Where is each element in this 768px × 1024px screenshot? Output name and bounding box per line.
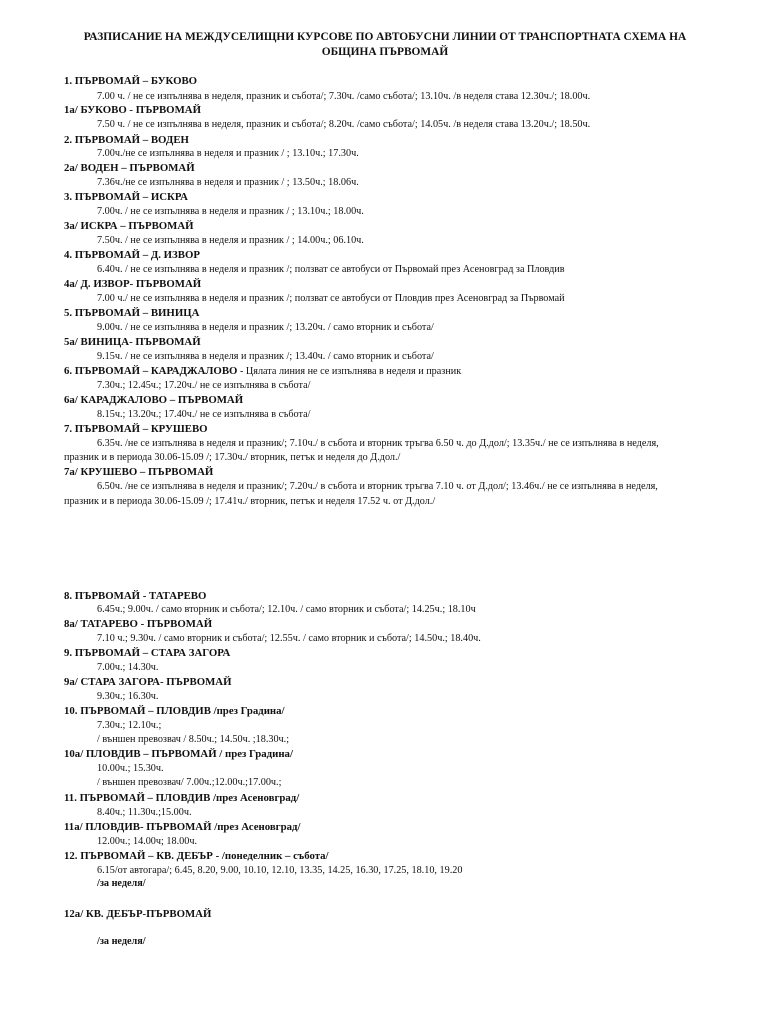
route-heading: 7. ПЪРВОМАЙ – КРУШЕВО [64, 423, 208, 435]
route-heading: 5. ПЪРВОМАЙ – ВИНИЦА [64, 307, 200, 319]
route-times: 7.00ч./не се изпълнява в неделя и празник / ; 13.10ч.; 17.30ч. [97, 148, 359, 159]
route-times: 7.00ч. / не се изпълнява в неделя и празник / ; 13.10ч.; 18.00ч. [97, 206, 364, 217]
route-heading: 10. ПЪРВОМАЙ – ПЛОВДИВ /през Градина/ [64, 705, 285, 717]
route-heading: 4а/ Д. ИЗВОР- ПЪРВОМАЙ [64, 278, 202, 290]
route-heading: 5а/ ВИНИЦА- ПЪРВОМАЙ [64, 336, 201, 348]
route-heading: 8а/ ТАТАРЕВО - ПЪРВОМАЙ [64, 618, 213, 630]
route-heading: 12а/ КВ. ДЕБЪР-ПЪРВОМАЙ [64, 908, 212, 920]
route-times: 9.15ч. / не се изпълнява в неделя и празник /; 13.40ч. / само вторник и събота/ [97, 351, 434, 362]
route-times-cont: празник и в периода 30.06-15.09 /; 17.41ч./ вторник, петък и неделя 17.52 ч. от Д.дол./ [64, 496, 436, 507]
route-times: 7.36ч./не се изпълнява в неделя и празник / ; 13.50ч.; 18.06ч. [97, 177, 359, 188]
title-line-1: РАЗПИСАНИЕ НА МЕЖДУСЕЛИЩНИ КУРСОВЕ ПО АВТОБУСНИ ЛИНИИ ОТ ТРАНСПОРТНАТА СХЕМА НА [83, 31, 687, 43]
route-times-cont: празник и в периода 30.06-15.09 /; 17.30ч./ вторник, петък и неделя до Д.дол./ [64, 452, 401, 463]
page-title [70, 30, 700, 60]
route-times: 8.15ч.; 13.20ч.; 17.40ч./ не се изпълнява в събота/ [97, 409, 311, 420]
route-heading: 12. ПЪРВОМАЙ – КВ. ДЕБЪР - /понеделник – събота/ [64, 850, 329, 862]
route-times: 9.30ч.; 16.30ч. [97, 691, 159, 702]
route-heading: 2. ПЪРВОМАЙ – ВОДЕН [64, 134, 189, 146]
route-times: 7.10 ч.; 9.30ч. / само вторник и събота/; 12.55ч. / само вторник и събота/; 14.50ч.; 18.40ч. [97, 633, 481, 644]
route-times: 6.40ч. / не се изпълнява в неделя и празник /; ползват се автобуси от Първомай през Асеновград за Пловдив [97, 264, 565, 275]
route-times: 6.50ч. /не се изпълнява в неделя и празник/; 7.20ч./ в събота и вторник тръгва 7.10 ч. от Д.дол/; 13.46ч./ не се изпълнява в неделя, [97, 481, 658, 492]
route-times-external: / външен превозвач/ 7.00ч.;12.00ч.;17.00ч.; [97, 777, 282, 788]
route-heading [64, 364, 461, 379]
route-sub-label: /за неделя/ [97, 936, 146, 947]
route-heading: 3. ПЪРВОМАЙ – ИСКРА [64, 191, 188, 203]
route-heading: 8. ПЪРВОМАЙ - ТАТАРЕВО [64, 590, 207, 602]
route-heading: 1. ПЪРВОМАЙ – БУКОВО [64, 75, 198, 87]
route-times: 7.00 ч./ не се изпълнява в неделя и празник /; ползват се автобуси от Пловдив през Асеновград за Първомай [97, 293, 565, 304]
route-times: 12.00ч.; 14.00ч; 18.00ч. [97, 836, 197, 847]
route-times: 7.50ч. / не се изпълнява в неделя и празник / ; 14.00ч.; 06.10ч. [97, 235, 364, 246]
route-times: 7.30ч.; 12.10ч.; [97, 720, 162, 731]
title-line-2: ОБЩИНА ПЪРВОМАЙ [321, 46, 449, 58]
route-times: 6.15/от автогара/; 6.45, 8.20, 9.00, 10.10, 12.10, 13.35, 14.25, 16.30, 17.25, 18.10, 19.20 [97, 865, 463, 876]
route-heading: 9а/ СТАРА ЗАГОРА- ПЪРВОМАЙ [64, 676, 232, 688]
route-times: 7.00 ч. / не се изпълнява в неделя, празник и събота/; 7.30ч. /само събота/; 13.10ч. /в неделя става 12.30ч./; 18.00ч. [97, 91, 591, 102]
route-times: 7.00ч.; 14.30ч. [97, 662, 159, 673]
route-times: 7.50 ч. / не се изпълнява в неделя, празник и събота/; 8.20ч. /само събота/; 14.05ч. /в неделя става 13.20ч./; 18.50ч. [97, 119, 591, 130]
route-times: 8.40ч.; 11.30ч.;15.00ч. [97, 807, 192, 818]
route-heading: 1а/ БУКОВО - ПЪРВОМАЙ [64, 104, 201, 116]
route-times: 7.30ч.; 12.45ч.; 17.20ч./ не се изпълнява в събота/ [97, 380, 311, 391]
route-times: 10.00ч.; 15.30ч. [97, 763, 164, 774]
route-heading: 11. ПЪРВОМАЙ – ПЛОВДИВ /през Асеновград/ [64, 792, 300, 804]
route-heading: 4. ПЪРВОМАЙ – Д. ИЗВОР [64, 249, 200, 261]
route-heading-text: 6. ПЪРВОМАЙ – КАРАДЖАЛОВО [64, 365, 238, 377]
route-times-external: / външен превозвач / 8.50ч.; 14.50ч. ;18.30ч.; [97, 734, 290, 745]
route-heading: 11а/ ПЛОВДИВ- ПЪРВОМАЙ /през Асеновград/ [64, 821, 301, 833]
route-times: 6.45ч.; 9.00ч. / само вторник и събота/; 12.10ч. / само вторник и събота/; 14.25ч.; 18.10ч [97, 604, 476, 615]
route-heading: 7а/ КРУШЕВО – ПЪРВОМАЙ [64, 466, 214, 478]
route-heading: 3а/ ИСКРА – ПЪРВОМАЙ [64, 220, 194, 232]
route-heading: 9. ПЪРВОМАЙ – СТАРА ЗАГОРА [64, 647, 231, 659]
route-heading: 10а/ ПЛОВДИВ – ПЪРВОМАЙ / през Градина/ [64, 748, 293, 760]
route-sub-label: /за неделя/ [97, 878, 146, 889]
route-heading: 2а/ ВОДЕН – ПЪРВОМАЙ [64, 162, 195, 174]
route-times: 6.35ч. /не се изпълнява в неделя и празник/; 7.10ч./ в събота и вторник тръгва 6.50 ч. до Д.дол/; 13.35ч./ не се изпълнява в неделя, [97, 438, 659, 449]
route-times: 9.00ч. / не се изпълнява в неделя и празник /; 13.20ч. / само вторник и събота/ [97, 322, 434, 333]
route-heading: 6а/ КАРАДЖАЛОВО – ПЪРВОМАЙ [64, 394, 244, 406]
route-heading-note: - Цялата линия не се изпълнява в неделя и празник [237, 366, 462, 377]
